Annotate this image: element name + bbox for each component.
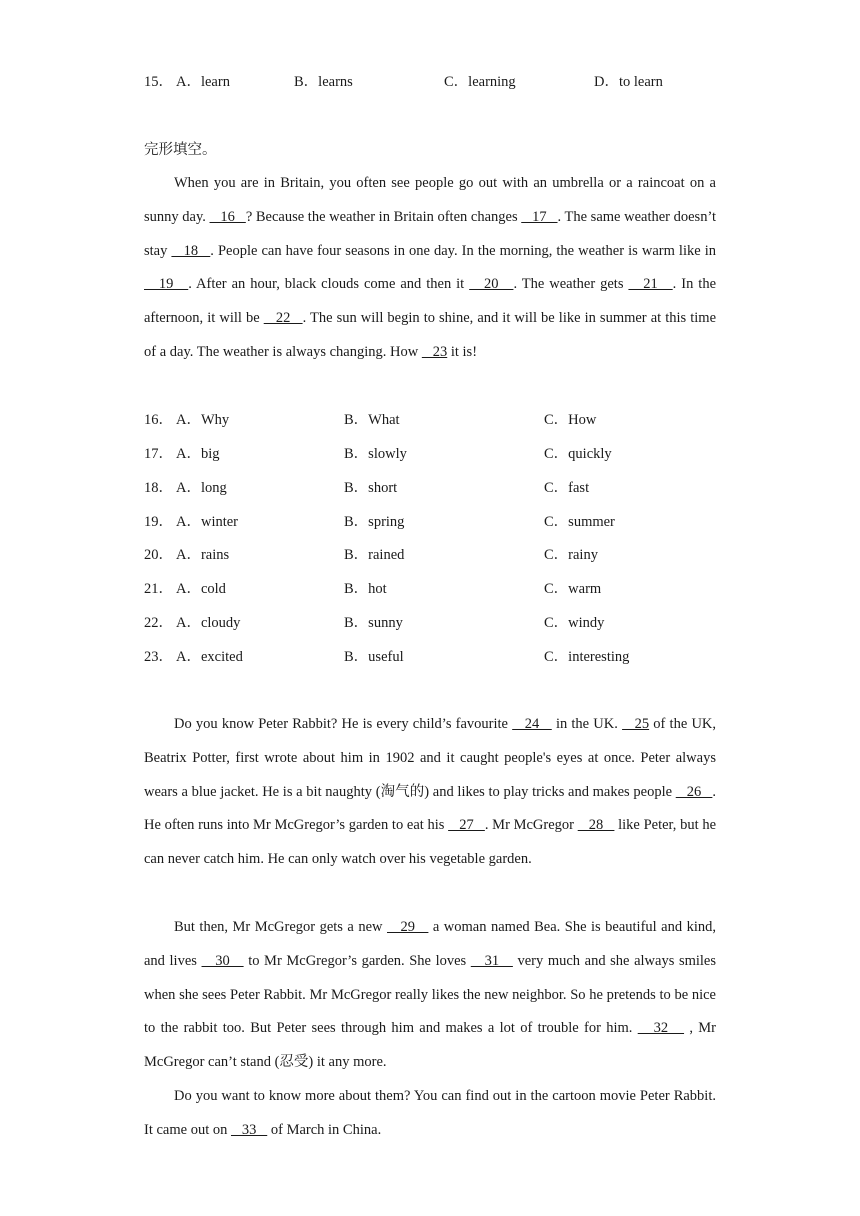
question-19-row <box>144 512 716 532</box>
question-number: 17． <box>144 446 173 462</box>
question-20-row <box>144 545 716 565</box>
option-c: C．windy <box>544 615 605 631</box>
option-a: A．excited <box>176 649 243 665</box>
option-d: D．to learn <box>594 74 663 90</box>
option-c: C．rainy <box>544 547 598 563</box>
question-number: 18． <box>144 480 173 496</box>
question-22-row <box>144 613 716 633</box>
blank-21: 21 <box>628 276 673 293</box>
option-a: A．learn <box>176 74 230 90</box>
option-b: B．short <box>344 480 398 496</box>
blank-22: 22 <box>263 310 303 327</box>
option-a: A．rains <box>176 547 230 563</box>
question-15-row <box>144 72 716 92</box>
blank-29: 29 <box>387 919 429 935</box>
question-number: 16． <box>144 412 173 428</box>
blank-24: 24 <box>512 716 552 732</box>
blank-31: 31 <box>470 952 513 969</box>
blank-26: 26 <box>675 783 713 800</box>
blank-17: 17 <box>521 208 558 225</box>
option-c: C．fast <box>544 480 590 496</box>
blank-25: 25 <box>622 716 650 732</box>
question-18-row <box>144 478 716 498</box>
question-number: 23． <box>144 649 173 665</box>
option-a: A．Why <box>176 412 230 428</box>
blank-32: 32 <box>637 1020 685 1037</box>
option-b: B．hot <box>344 581 387 597</box>
question-number: 15． <box>144 74 173 90</box>
option-c: C．summer <box>544 514 615 530</box>
option-c: C．quickly <box>544 446 612 462</box>
blank-18: 18 <box>171 242 211 259</box>
question-number: 21． <box>144 581 173 597</box>
passage-1: When you are in Britain, you often see people go out with an umbrella or a raincoat on a sunny day. 16 ? Because the weather in Britain often changes 17 . The same weather doesn’t stay 18 . People can have four seasons in one day. In the morning, the weather is warm like in 19 . After an hour, black clouds come and then it 20 . The weather gets 21 . In the afternoon, it will be 22 . The sun will begin to shine, and it will be like in summer at this time of a day. The weather is always changing. How 23 it is! <box>144 175 717 360</box>
option-a: A．long <box>176 480 227 496</box>
blank-23: 23 <box>421 343 448 360</box>
question-23-row <box>144 647 716 667</box>
blank-28: 28 <box>577 817 615 834</box>
option-b: B．spring <box>344 514 405 530</box>
option-b: B．rained <box>344 547 405 563</box>
option-c: C．learning <box>444 74 516 90</box>
option-a: A．winter <box>176 514 239 530</box>
option-c: C．warm <box>544 581 602 597</box>
question-16-row <box>144 410 716 430</box>
passage-2-paragraph-2: But then, Mr McGregor gets a new 29 a woman named Bea. She is beautiful and kind, and lives 30 to Mr McGregor’s garden. She loves 31 very much and she always smiles when she sees Peter Rabbit. Mr McGregor really likes the new neighbor. So he pretends to be nice to the rabbit too. But Peter sees through him and makes a lot of trouble for him. 32 , Mr McGregor can’t stand (忍受) it any more. <box>144 919 717 1071</box>
option-b: B．slowly <box>344 446 407 462</box>
option-a: A．cloudy <box>176 615 241 631</box>
option-b: B．useful <box>344 649 404 665</box>
passage-2-paragraph-3: Do you want to know more about them? You can find out in the cartoon movie Peter Rabbit. It came out on 33 of March in China. <box>144 1088 716 1138</box>
option-b: B．What <box>344 412 400 428</box>
question-number: 20． <box>144 547 173 563</box>
blank-27: 27 <box>448 817 485 834</box>
blank-16: 16 <box>209 208 246 225</box>
option-a: A．big <box>176 446 220 462</box>
blank-30: 30 <box>201 952 244 969</box>
option-c: C．How <box>544 412 597 428</box>
question-number: 19． <box>144 514 173 530</box>
blank-20: 20 <box>469 276 514 293</box>
section-heading: 完形填空。 <box>144 142 217 158</box>
blank-33: 33 <box>230 1121 268 1138</box>
option-c: C．interesting <box>544 649 630 665</box>
option-b: B．learns <box>294 74 353 90</box>
question-21-row <box>144 579 716 599</box>
blank-19: 19 <box>144 276 189 293</box>
option-a: A．cold <box>176 581 226 597</box>
question-number: 22． <box>144 615 173 631</box>
passage-2-paragraph-1: Do you know Peter Rabbit? He is every child’s favourite 24 in the UK. 25 of the UK, Beatrix Potter, first wrote about him in 1902 and it caught people's eyes at once. Peter always wears a blue jacket. He is a bit naughty (淘气的) and likes to play tricks and makes people 26 . He often runs into Mr McGregor’s garden to eat his 27 . Mr McGregor 28 like Peter, but he can never catch him. He can only watch over his vegetable garden. <box>144 716 717 868</box>
question-17-row <box>144 444 716 464</box>
option-b: B．sunny <box>344 615 403 631</box>
